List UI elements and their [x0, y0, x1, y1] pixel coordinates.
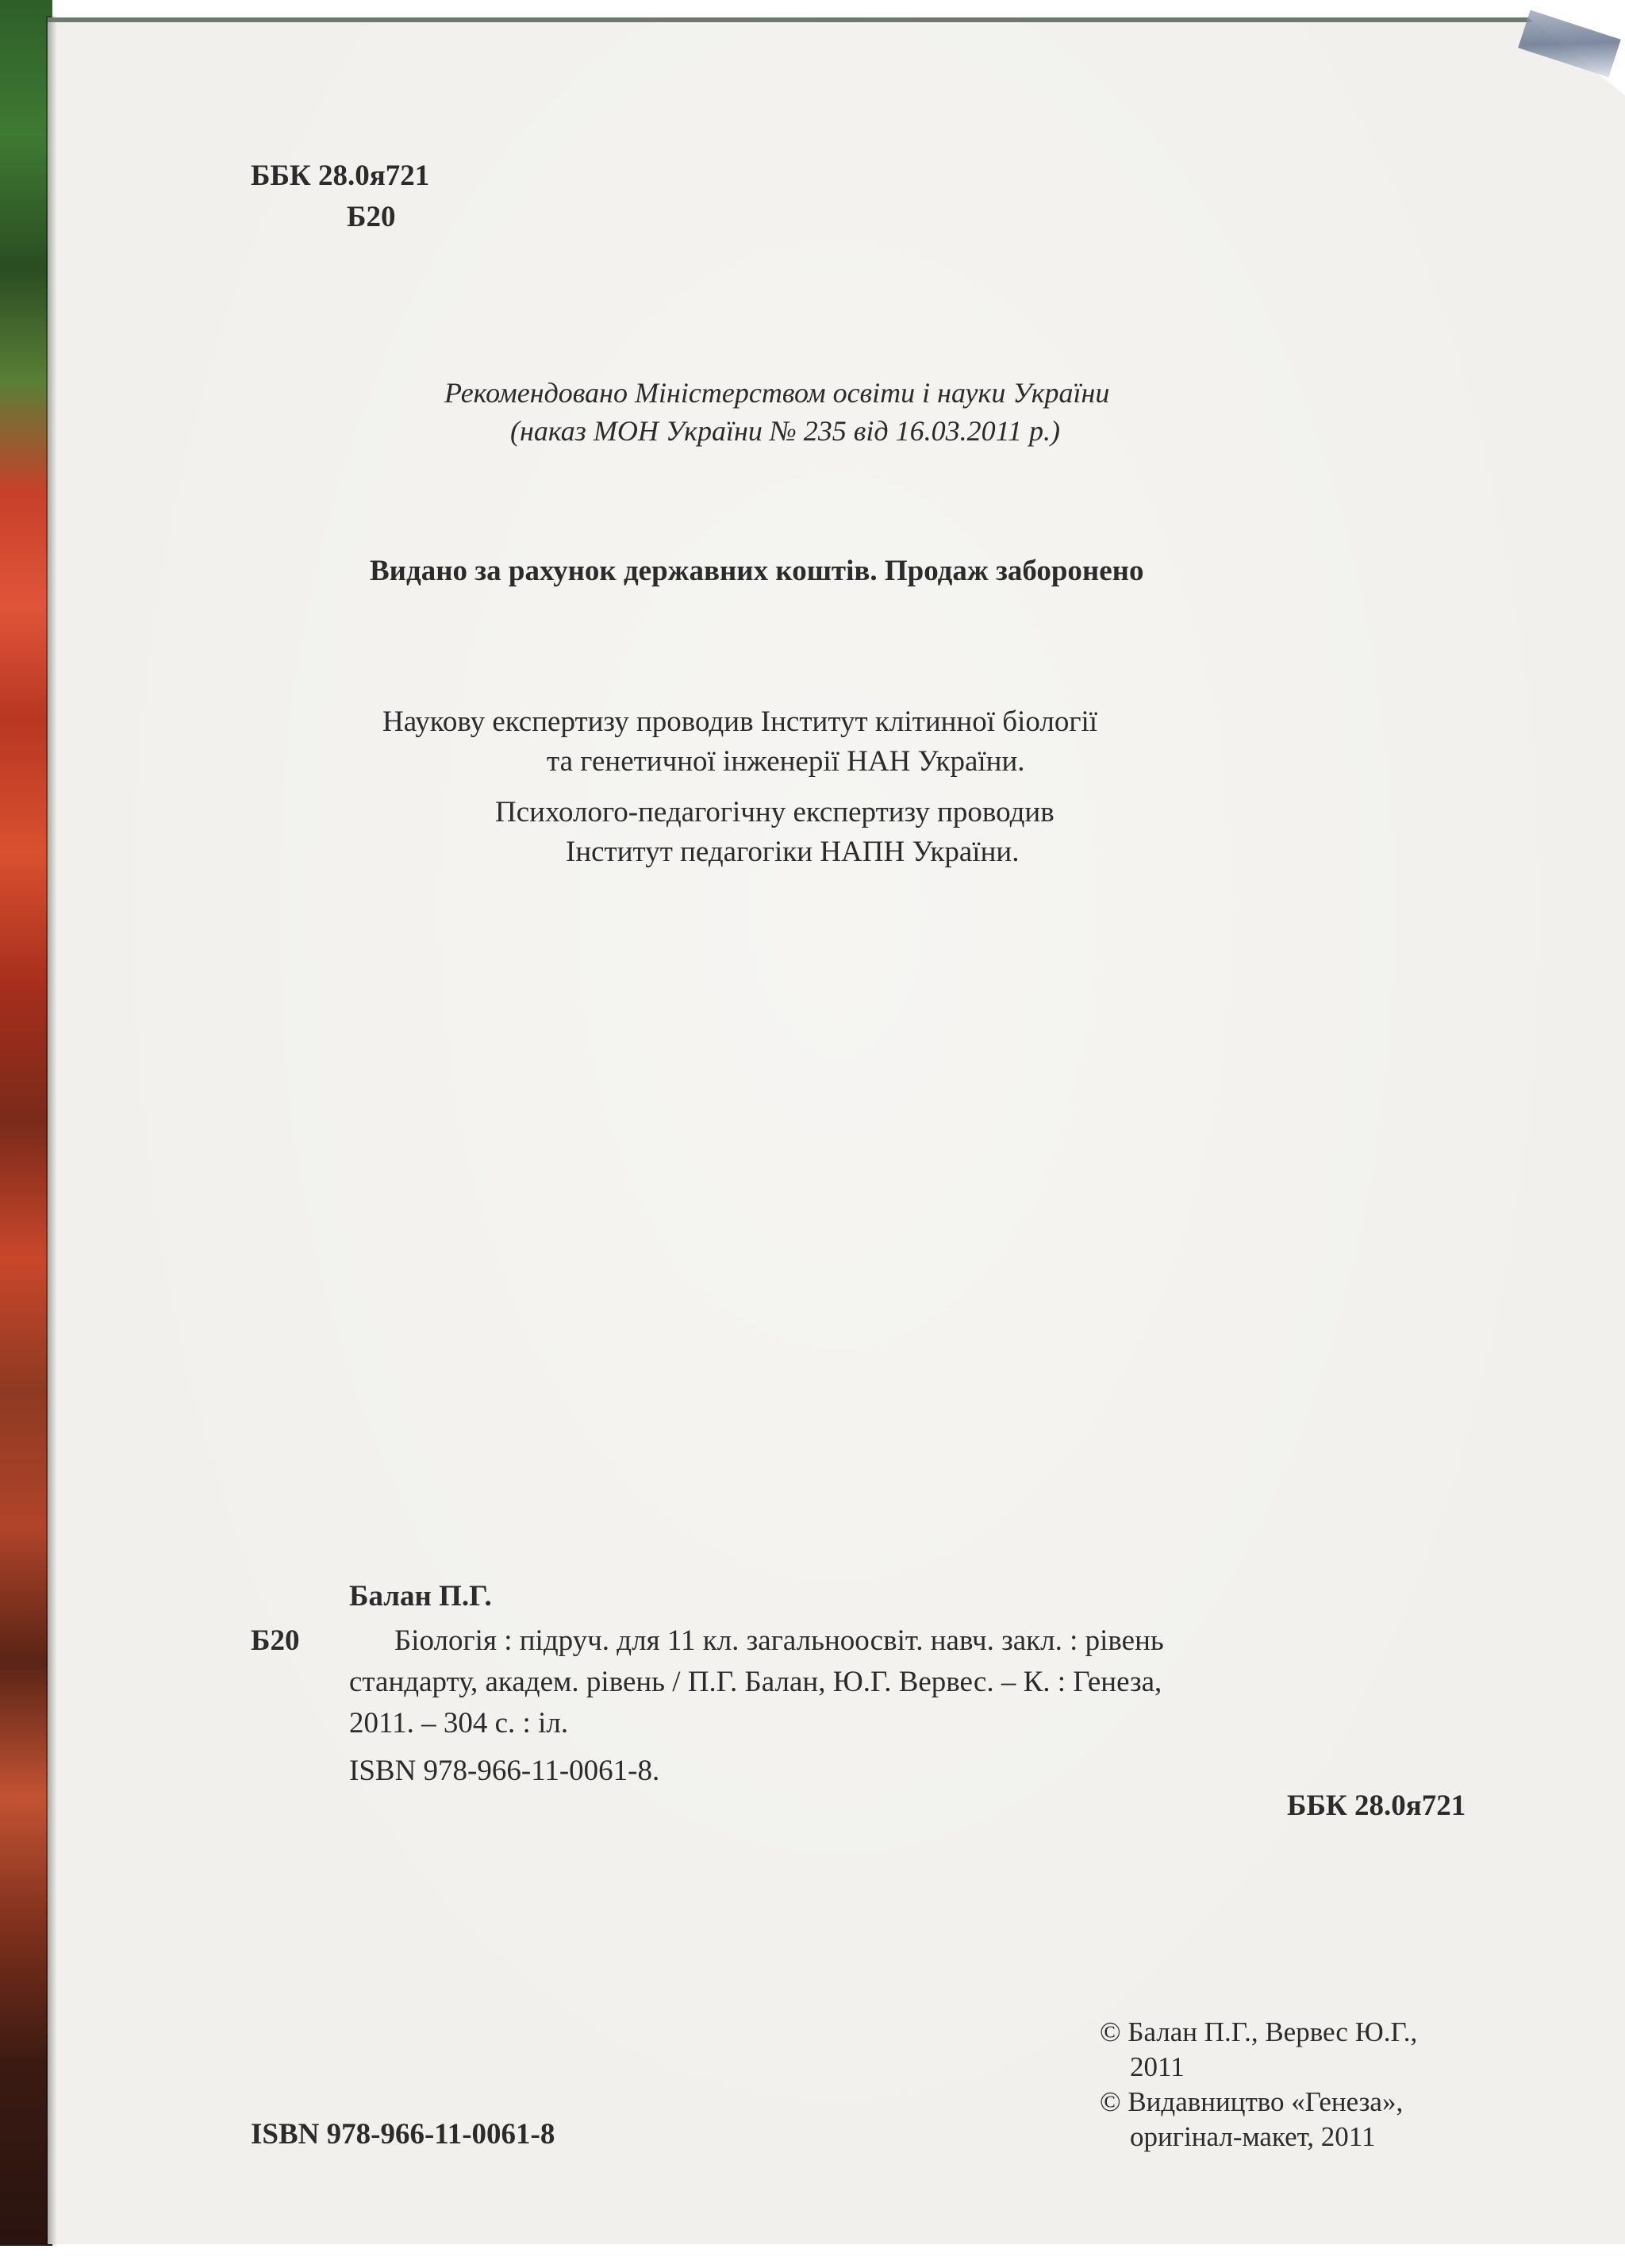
recommendation-line-1: Рекомендовано Міністерством освіти і науки України	[444, 377, 1110, 409]
catalog-bbk: ББК 28.0я721	[1287, 1789, 1466, 1822]
cover-shadow	[46, 16, 57, 2246]
copyright-authors-year: 2011	[1130, 2051, 1185, 2082]
funding-notice: Видано за рахунок державних коштів. Продаж заборонено	[370, 555, 1144, 587]
psych-expertise-line-1: Психолого-педагогічну експертизу проводив	[495, 796, 1055, 828]
bbk-code-header: ББК 28.0я721	[251, 160, 430, 192]
psych-expertise-line-2: Інститут педагогіки НАПН України.	[566, 836, 1020, 868]
catalog-isbn: ISBN 978-966-11-0061-8.	[349, 1755, 660, 1787]
catalog-description-line-1: Біологія : підруч. для 11 кл. загальноосвіт. навч. закл. : рівень	[394, 1624, 1164, 1657]
catalog-author: Балан П.Г.	[349, 1580, 492, 1613]
scientific-expertise-line-2: та генетичної інженерії НАН України.	[547, 745, 1025, 778]
catalog-description-line-2: стандарту, академ. рівень / П.Г. Балан, Ю.Г. Вервес. – К. : Генеза,	[349, 1666, 1162, 1698]
paper-top-edge	[48, 17, 1555, 22]
scientific-expertise-line-1: Наукову експертизу проводив Інститут клітинної біології	[382, 705, 1098, 738]
author-mark-header: Б20	[347, 201, 396, 233]
footer-isbn: ISBN 978-966-11-0061-8	[251, 2118, 555, 2151]
catalog-description-line-3: 2011. – 304 с. : іл.	[349, 1707, 569, 1739]
copyright-publisher: © Видавництво «Генеза»,	[1100, 2086, 1404, 2117]
copyright-layout: оригінал-макет, 2011	[1130, 2121, 1376, 2152]
catalog-mark: Б20	[251, 1624, 300, 1657]
book-cover-edge	[0, 0, 52, 2246]
bottom-margin	[0, 2246, 1625, 2268]
recommendation-line-2: (наказ МОН України № 235 від 16.03.2011 р.)	[510, 415, 1060, 447]
copyright-authors: © Балан П.Г., Вервес Ю.Г.,	[1100, 2016, 1418, 2047]
paper-sheet	[48, 22, 1625, 2244]
